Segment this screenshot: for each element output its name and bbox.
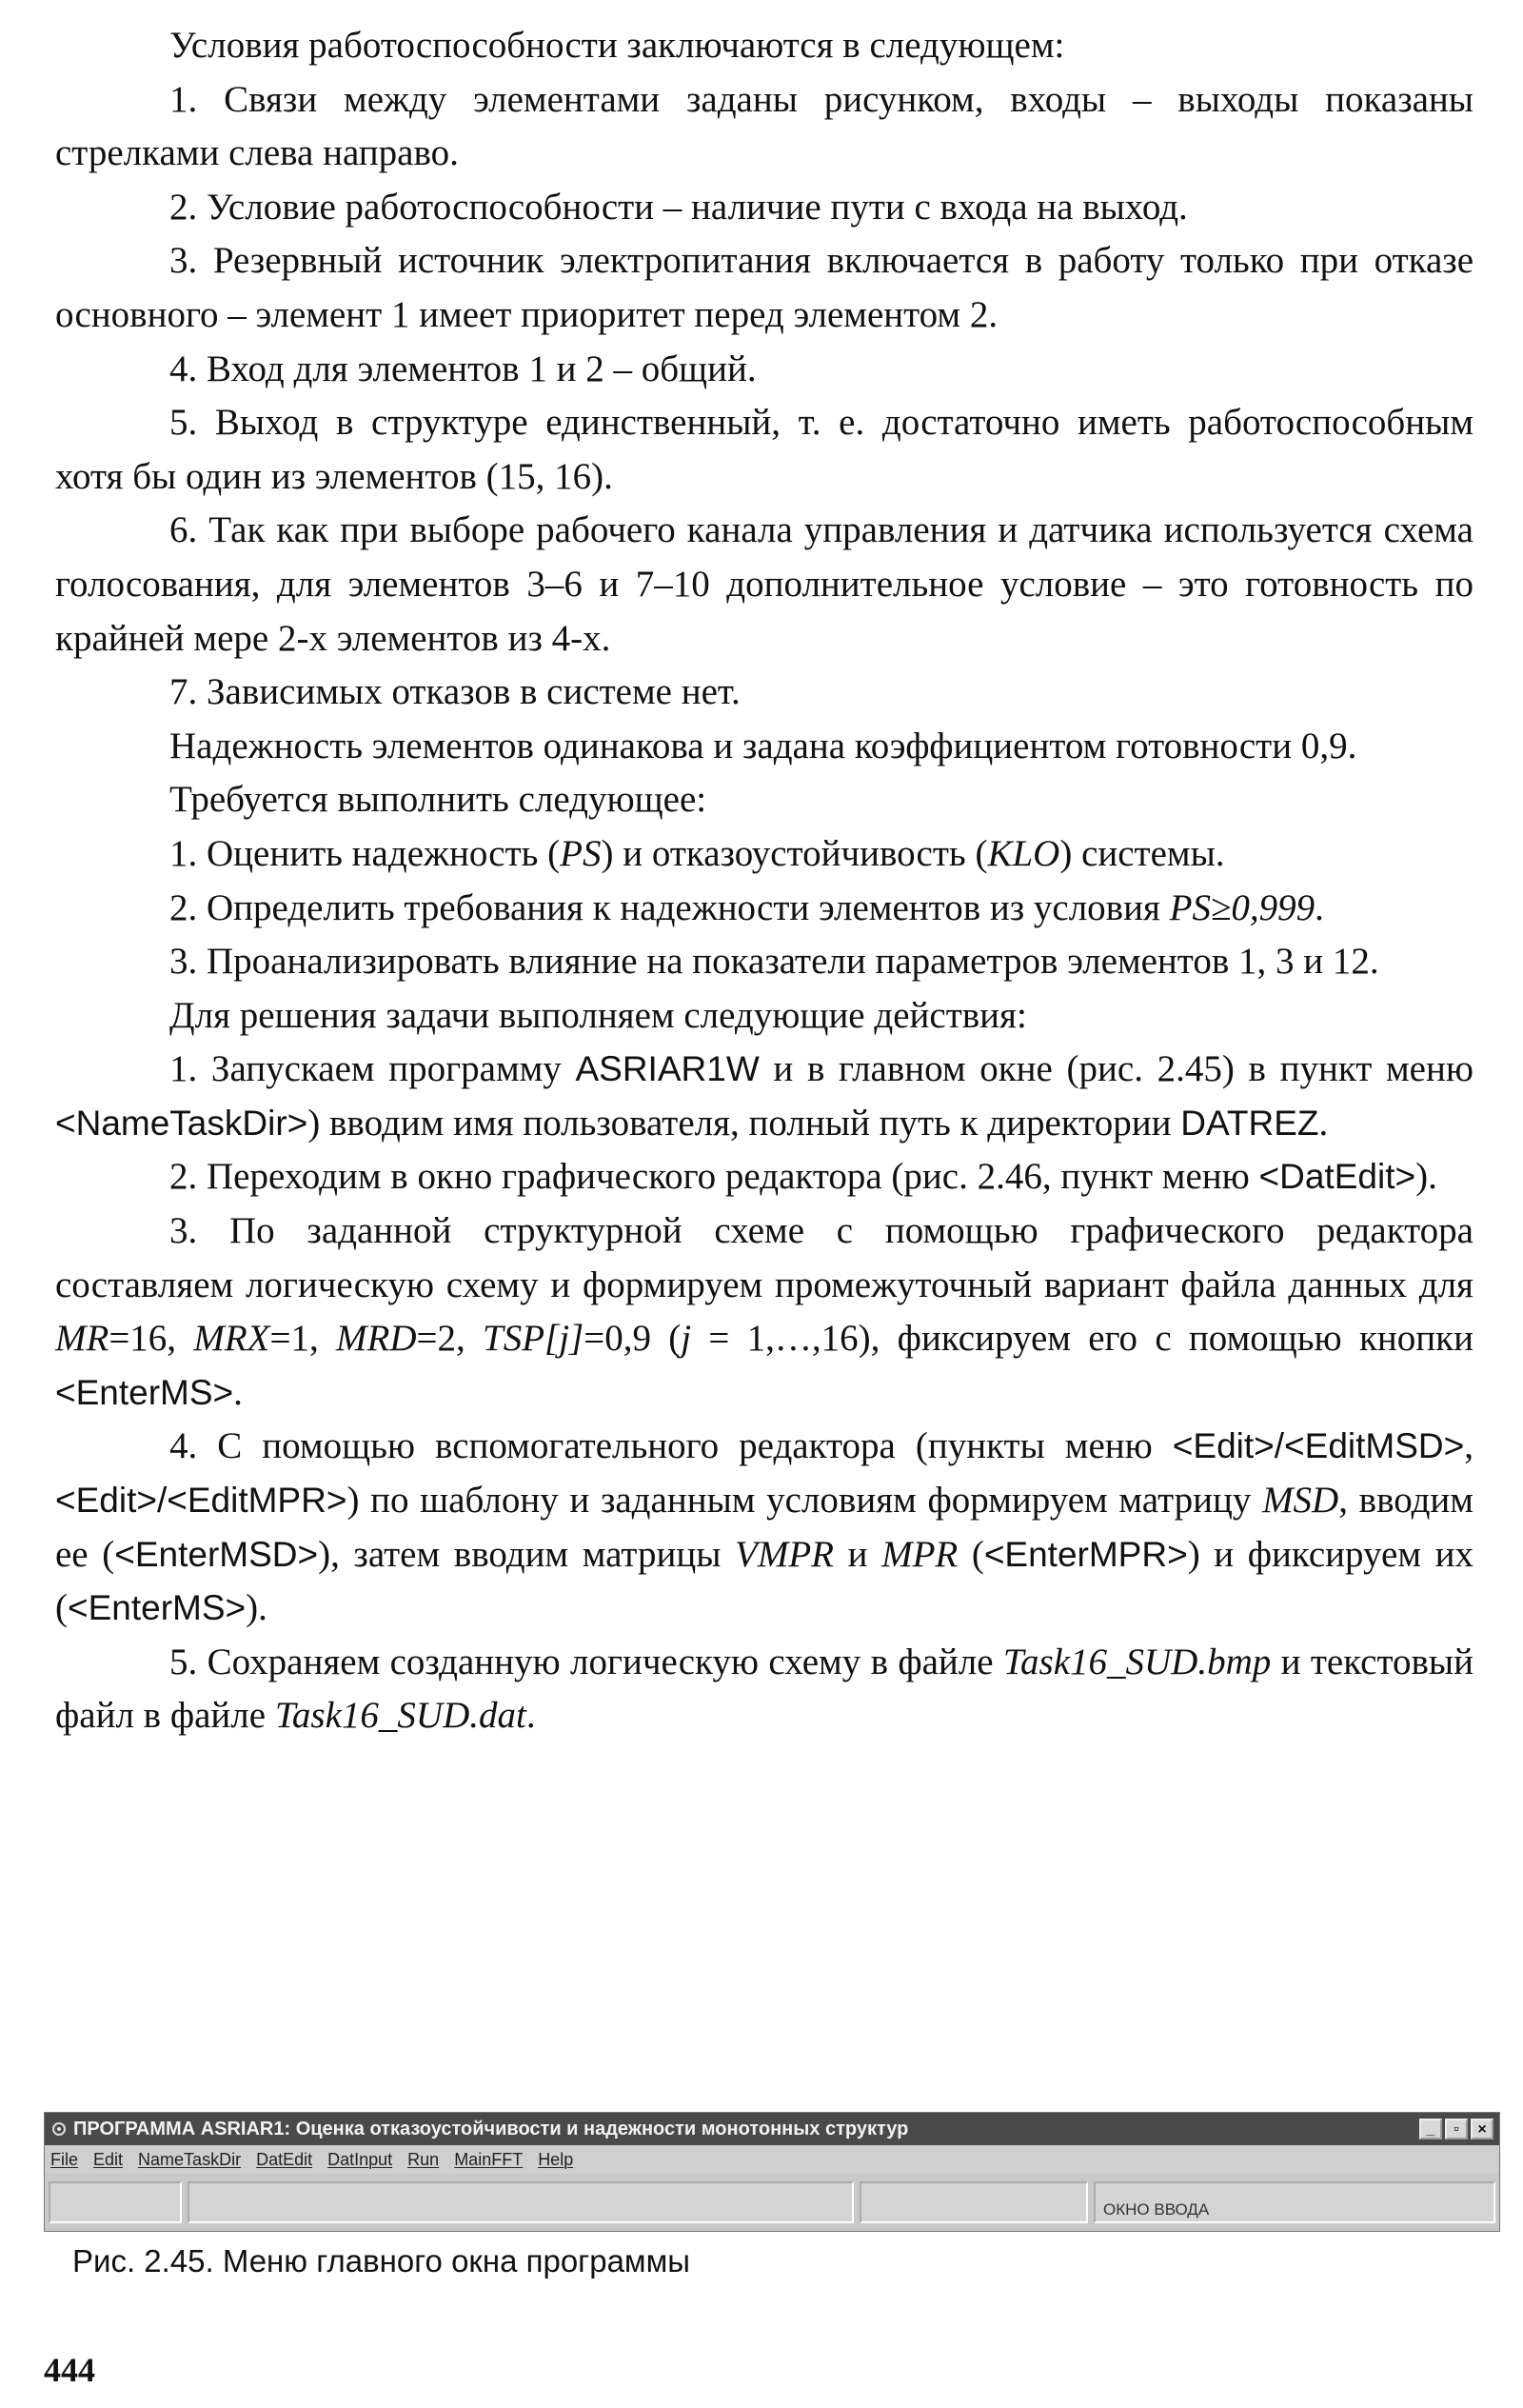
status-panel: [188, 2181, 854, 2223]
program-window-screenshot: [44, 2112, 1500, 2232]
step-3: 3. По заданной структурной схеме с помощью графического редактора составляем логическую схему и формируем промежуточный вариант файла данных для MR=16, MRX=1, MRD=2, TSP[j]=0,9 (j = 1,…,16), фиксируем его с помощью кнопки <EnterMS>.: [55, 1210, 1474, 1413]
menu-edit[interactable]: Edit: [93, 2149, 124, 2169]
menu-file[interactable]: File: [50, 2149, 79, 2169]
status-panel: [49, 2181, 182, 2223]
menu-datedit[interactable]: DatEdit: [256, 2149, 313, 2169]
steps-intro: Для решения задачи выполняем следующие действия:: [169, 994, 1027, 1036]
step-2: 2. Переходим в окно графического редактора (рис. 2.46, пункт меню <DatEdit>).: [169, 1156, 1437, 1198]
minimize-icon[interactable]: _: [1419, 2119, 1442, 2139]
paragraph: 3. Резервный источник электропитания включается в работу только при отказе основного – элемент 1 имеет приоритет перед элементом 2.: [55, 240, 1474, 335]
step-4: 4. С помощью вспомогательного редактора (пункты меню <Edit>/<EditMSD>, <Edit>/<EditMPR>) по шаблону и заданным условиям формируем матрицу MSD, вводим ее (<EnterMSD>), затем вводим матрицы VMPR и MPR (<EnterMPR>) и фиксируем их (<EnterMS>).: [55, 1425, 1474, 1629]
step-5: 5. Сохраняем созданную логическую схему в файле Task16_SUD.bmp и текстовый файл в файле Task16_SUD.dat.: [55, 1641, 1474, 1737]
paragraph: 7. Зависимых отказов в системе нет.: [169, 671, 741, 713]
window-controls: [1419, 2119, 1493, 2139]
window-titlebar: [45, 2113, 1499, 2145]
page-number: 444: [44, 2351, 95, 2389]
status-panel: [860, 2181, 1088, 2223]
maximize-icon[interactable]: ▫: [1445, 2119, 1468, 2139]
close-icon[interactable]: ×: [1471, 2119, 1493, 2139]
paragraph: Надежность элементов одинакова и задана коэффициентом готовности 0,9.: [169, 725, 1357, 766]
paragraph: 2. Условие работоспособности – наличие пути с входа на выход.: [169, 186, 1188, 228]
window-title: ПРОГРАММА ASRIAR1: Оценка отказоустойчивости и надежности монотонных структур: [73, 2118, 909, 2139]
menu-help[interactable]: Help: [538, 2149, 574, 2169]
menu-nametaskdir[interactable]: NameTaskDir: [138, 2149, 242, 2169]
body-text: [55, 19, 1474, 1743]
status-bar: [49, 2181, 1495, 2223]
paragraph: 4. Вход для элементов 1 и 2 – общий.: [169, 348, 757, 389]
menu-datinput[interactable]: DatInput: [327, 2149, 393, 2169]
status-text: ОКНО ВВОДА: [1103, 2200, 1210, 2219]
step-1: 1. Запускаем программу ASRIAR1W и в главном окне (рис. 2.45) в пункт меню <NameTaskDir>) вводим имя пользователя, полный путь к директории DATREZ.: [55, 1048, 1474, 1144]
figure-caption: Рис. 2.45. Меню главного окна программы: [72, 2243, 691, 2279]
task-2: 2. Определить требования к надежности элементов из условия PS≥0,999.: [169, 886, 1324, 928]
task-3: 3. Проанализировать влияние на показатели параметров элементов 1, 3 и 12.: [169, 941, 1379, 983]
menu-bar: [45, 2145, 1499, 2174]
paragraph: 5. Выход в структуре единственный, т. е. достаточно иметь работоспособным хотя бы один из элементов (15, 16).: [55, 402, 1474, 497]
paragraph: Условия работоспособности заключаются в следующем:: [169, 25, 1065, 66]
paragraph: 1. Связи между элементами заданы рисунком, входы – выходы показаны стрелками слева направо.: [55, 78, 1474, 174]
status-panel-input: [1094, 2181, 1495, 2223]
paragraph: Требуется выполнить следующее:: [169, 779, 707, 821]
menu-mainfft[interactable]: MainFFT: [454, 2149, 524, 2169]
paragraph: 6. Так как при выборе рабочего канала управления и датчика используется схема голосования, для элементов 3–6 и 7–10 дополнительное условие – это готовность по крайней мере 2-х элементов из 4-х.: [55, 509, 1474, 659]
menu-run[interactable]: Run: [407, 2149, 440, 2169]
app-icon: [50, 2120, 68, 2138]
task-1: 1. Оценить надежность (PS) и отказоустойчивость (KLO) системы.: [169, 832, 1225, 874]
